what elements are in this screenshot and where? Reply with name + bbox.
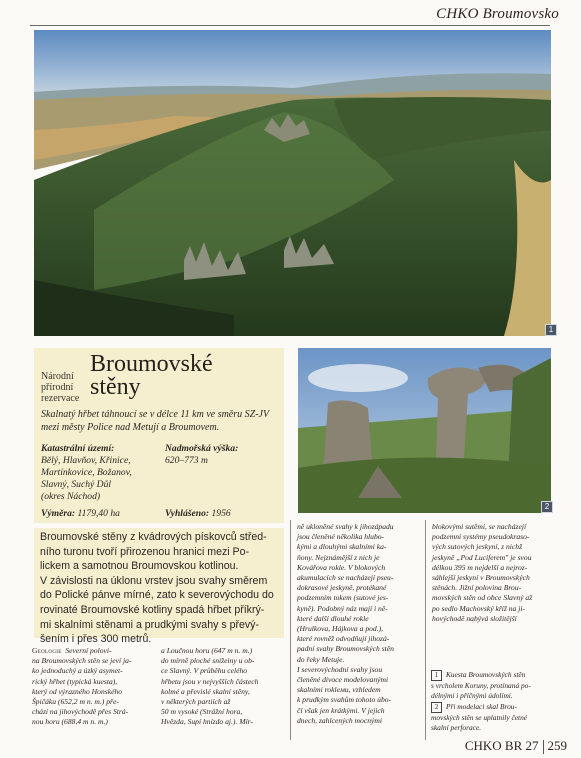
header-rule: [30, 25, 550, 26]
intro-paragraph: Broumovské stěny z kvádrových pískovců střed- ního turonu tvoří přirozenou hranici mezi Po- lickem a samotnou Broumovskou kotlinou. V závislosti na úklonu vrstev jsou svahy směrem do Polické pánve mírné, zato k severovýchodu do rovinaté Broumovské kotliny spadá hřbet příkrý- mi skalními stěnami a prudkými svahy s převý- šením i přes 300 metrů.: [34, 528, 284, 638]
text-column-3: ně ukloněné svahy k jihozápadu jsou členěné několika hlubo- kými a dlouhými skalními ka- ňony. Nejznámější z nich je Kovářova rokle. V blokových akumulacích se nacházejí pseu- dokrasové jeskyně, protékané podzemním tokem (sutové jes- kyně). Podobný náz mají i ně- které další dlouhé rokle (Hrulkova, Hájkova a pod.), které rovněž odvodňují jihozá- padní svahy Broumovských stěn do řeky Metuje. I severovýchodní svahy jsou členěné divoce modelovanými skalními rokleми, vzhledem k prudkým svahům tohoto úbo- čí však jen krátkými. V jejich dnech, zahlcených mocnými: [297, 522, 394, 725]
photo-number-badge: 1: [545, 324, 557, 336]
reserve-info-box: [34, 348, 284, 523]
area-block: Výměra: 1179,40 ha: [41, 508, 120, 519]
page-number: 259: [547, 738, 567, 753]
text-column-2: a Loučnou horu (647 m n. m.) do mírně ploché snížeiny u ob- ce Slavný. V průběhu celého hřbetu jsou v nejvyšších částech kolmé a převislé skalní stěny, v některých partiích až 50 m vysoké (Strážní hora, Hvězda, Supí hnízdo aj.). Mír-: [161, 646, 259, 727]
declared-block: Vyhlášeno: 1956: [165, 508, 231, 519]
rock-formation-illustration: [298, 348, 551, 513]
column-divider: [425, 520, 426, 740]
text-column-4: blokovými sutěmi, se nacházejí podzemní systémy pseudokraso- vých sutových jeskyní, z nichž jeskyně „Pod Luciferem" je svou délkou 395 m nejdelší a nejroz- sáhlejší jeskyní v Broumovských stěnách. Jižní polovina Brou- movských stěn od obce Slavný až po sedlo Machovský kříž na ji- hovýchodě nabývá složitější: [432, 522, 533, 623]
footer-separator: [543, 740, 544, 754]
text-column-geology: Geologie Severní polovi- na Broumovských stěn se jeví ja- ko jednoduchý a úzký asymet- rický hřbet (typická kuesta), který od výrazného Honského Špičáku (652,2 m n. m.) pře- chází na jihovýchodě přes Strá- nou horu (688,4 m n. m.): [32, 646, 132, 727]
photo-number-badge: 2: [541, 501, 553, 513]
reserve-lead: Skalnatý hřbet táhnoucí se v délce 11 km ve směru SZ-JV mezi městy Police nad Metují a Broumovem.: [41, 409, 269, 433]
running-header: CHKO Broumovsko: [436, 6, 559, 22]
altitude-block: Nadmořská výška: 620–773 m: [165, 443, 239, 466]
reserve-category: Národní přírodní rezervace: [41, 371, 80, 404]
column-divider: [290, 520, 291, 740]
aerial-photo-illustration: [34, 30, 551, 336]
photo-caption: 1 Kuesta Broumovských stěn s vrcholem Koruny, protínaná po- délnými i příčnými údolími.: [431, 670, 531, 700]
footer-section: CHKO BR 27: [464, 738, 539, 753]
page-footer: [465, 738, 567, 754]
rock-formation-photo: [298, 348, 551, 513]
photo-caption: 2 Při modelaci skal Brou- movských stěn se uplatnily četné skalní perforace.: [431, 702, 528, 732]
reserve-title: Broumovské stěny: [90, 351, 213, 400]
aerial-photo: [34, 30, 551, 336]
cadastral-block: Katastrální území: Bělý, Hlavňov, Křinice, Martínkovice, Božanov, Slavný, Suchý Důl (okres Náchod): [41, 443, 132, 502]
